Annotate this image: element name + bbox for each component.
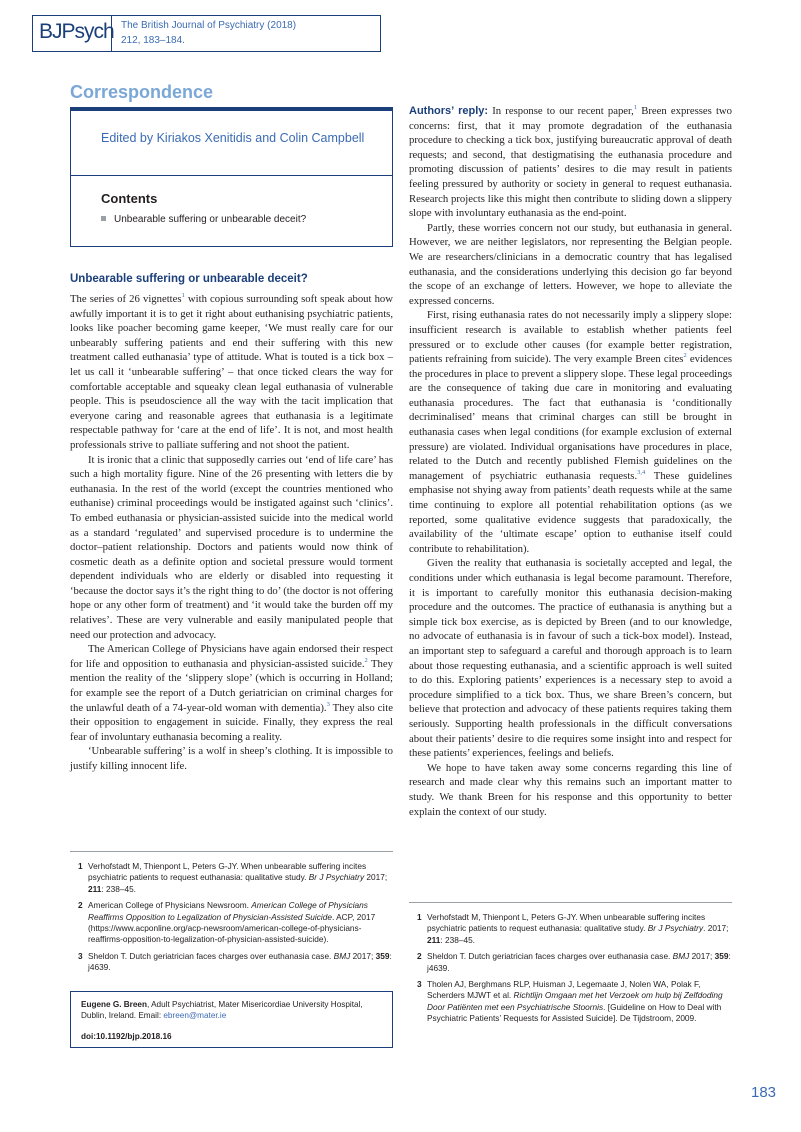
reference-item — [409, 951, 732, 974]
author-affiliation: , Adult Psychiatrist, Mater Misericordiae University Hospital, Dublin, Ireland. Email: — [81, 1000, 363, 1020]
reply-paragraph — [409, 104, 732, 221]
page-number: 183 — [751, 1084, 777, 1101]
author-name: Eugene G. Breen — [81, 1000, 147, 1009]
reference-text: Tholen AJ, Berghmans RLP, Huisman J, Legemaate J, Nolen WA, Polak F, Scherders MJWT et al. Richtlijn Omgaan met het Verzoek om hulp bij Zelfdoding Door Patiënten met een Psychiatrische Stoornis. [Guideline on How to Deal with Psychiatric Patients’ Requests for Assisted Suicide]. De Tijdstroom, 2009. — [427, 979, 723, 1024]
reference-number: 1 — [417, 912, 422, 922]
contents-title: Contents — [101, 191, 158, 206]
section-title: Correspondence — [70, 82, 214, 102]
reference-number: 3 — [417, 979, 422, 990]
reference-number: 2 — [417, 951, 422, 962]
author-box — [70, 991, 393, 1048]
reference-number: 2 — [78, 900, 83, 911]
journal-volume: 212, 183–184. — [121, 35, 185, 46]
author-email-link[interactable]: ebreen@mater.ie — [163, 1011, 227, 1020]
reference-number: 1 — [78, 861, 83, 871]
letter-paragraph: The American College of Physicians have again endorsed their respect for life and opposition to euthanasia and physician-assisted suicide.$^2$ They mention the reality of the ‘slippery slope’ (which is occurring in Holland; for example see the report of a Dutch geriatrician on criminal charges for the unlawful death of a 74-year-old woman with dementia).$^3$ They also cite their opposition to engagement in suicide. Finally, they express the real fear of involuntary euthanasia becoming a reality. — [70, 643, 393, 743]
editors-box — [70, 107, 393, 247]
doi[interactable]: doi:10.1192/bjp.2018.16 — [81, 1032, 172, 1041]
letter-paragraph: It is ironic that a clinic that supposedly carries out ‘end of life care’ has such a high mortality figure. Nine of the 26 presenting with letters die by euthanasia. In the rest of the world (except the countries mentioned who euthanise) criminal proceedings would be instigated against such ‘clinics’. To embed euthanasia or physician-assisted suicide into the medical world as a standard ‘regulated’ and supervised procedure is to undermine the doctor–patient relationship. Doctors and patients would now think of cosmetic death as a definite option and societal pressure would torment dependent individuals who are elderly or disabled into requesting it ‘because the doctor says it’s the right thing to do’ (the doctor is not offering hope or any other form of treatment) and ‘it would take the burden off my relatives’. These are very vulnerable and easily manipulated people that need our protection and advocacy. — [70, 453, 393, 641]
contents-item-label: Unbearable suffering or unbearable deceit? — [114, 214, 307, 225]
journal-title-line — [121, 20, 296, 31]
letter-title: Unbearable suffering or unbearable deceit? — [70, 273, 308, 285]
journal-header — [32, 15, 381, 52]
reference-text: American College of Physicians Newsroom. American College of Physicians Reaffirms Opposition to Legalization of Physician-Assisted Suicide. ACP, 2017 (https://www.acponline.org/acp-newsroom/american-college-of-physicians-reaffirms-opposition-to-legalization-of-physician-assisted-suicide). — [88, 900, 376, 945]
journal-name: The British Journal of Psychiatry — [121, 20, 265, 31]
reference-text: Sheldon T. Dutch geriatrician faces charges over euthanasia case. BMJ 2017; 359: j4639. — [427, 951, 731, 973]
reply-body — [409, 104, 732, 819]
reply-paragraph: Given the reality that euthanasia is societally accepted and legal, the conditions under which euthanasia is legal become paramount. Therefore, it is important to carefully monitor this euthanasia decision-making procedure and the outcomes. The practice of euthanasia is anything but a simple tick box exercise, as is depicted by Breen (and to our knowledge, no advocate of euthanasia is in favour of such a tick-box model). Instead, an important step to safeguard a careful and thorough approach is to learn about those requesting euthanasia, and a scientific approach is well suited to do this. Exploring patients’ experiences is a necessary step to avoid a procedure simplified to a tick box. Thus, we share Breen’s concern, but believe that protection and advocacy of these patients requires taking them seriously. Supporting health professionals in the difficult conversations about their patients’ desire to die requires some insight into and respect for these patients’ experiences, feelings and beliefs. — [409, 557, 732, 760]
author-line — [81, 999, 381, 1021]
bullet-square-icon — [101, 216, 106, 221]
letter-references — [70, 861, 393, 979]
references-divider — [70, 851, 393, 852]
reference-number: 3 — [78, 950, 83, 961]
reference-text: Sheldon T. Dutch geriatrician faces charges over euthanasia case. BMJ 2017; 359: j4639. — [88, 950, 392, 973]
contents-box — [70, 175, 393, 247]
reply-references — [409, 912, 732, 1030]
editors-panel — [70, 111, 393, 177]
contents-item[interactable] — [101, 214, 306, 225]
reference-item — [70, 861, 393, 895]
reference-text: Verhofstadt M, Thienpont L, Peters G-JY. When unbearable suffering incites psychiatric patients to request euthanasia: qualitative study. Br J Psychiatry. 2017; 211: 238–45. — [427, 912, 729, 945]
letter-paragraph: ‘Unbearable suffering’ is a wolf in sheep’s clothing. It is impossible to justify killing innocent life. — [70, 745, 393, 772]
letter-body — [70, 292, 393, 774]
reply-paragraph: First, rising euthanasia rates do not necessarily imply a slippery slope: insufficient research is available to establish whether patients feel pressured or to exclude other causes (for example better registration, patients refraining from suicide). The very example Breen cites$^2$ evidences the procedures in place to prevent a slippery slope. These legal proceedings are the consequence of taking due care in monitoring and evaluating euthanasia procedures. The fact that euthanasia is ‘conditionally decriminalised’ means that criminal charges can still be brought in euthanasia cases when legal conditions (for example exclusion of external pressure) are violated. Individual organisations have procedures in place, related to the Dutch and recently published Flemish guidelines on the management of psychiatric euthanasia requests.$^{3,4}$ These guidelines emphasise not shying away from patients’ death requests while at the same time continuing to explore all potential rehabilitation options (as we reported, some qualitative evidence suggests that paradoxically, the availability of the ‘ultimate escape’ option to euthanise itself could contribute to rehabilitation). — [409, 309, 732, 555]
reply-paragraph: Partly, these worries concern not our study, but euthanasia in general. However, we are neither legislators, nor representing the Belgian people. We are researchers/clinicians in a democratic country that has legalised euthanasia, and the considerations underlying this decision go far beyond the scope of an exchange of letters. However, we hope to alleviate the expressed concerns. — [409, 221, 732, 307]
reply-paragraph: We hope to have taken away some concerns regarding this line of research and made clear why this remains such an important matter to study. We thank Breen for his response and this opportunity to better explain the context of our study. — [409, 761, 732, 818]
reference-text: Verhofstadt M, Thienpont L, Peters G-JY. When unbearable suffering incites psychiatric patients to request euthanasia: qualitative study. Br J Psychiatry 2017; 211: 238–45. — [88, 861, 388, 894]
logo-text: BJPsych — [39, 20, 114, 43]
letter-paragraph: The series of 26 vignettes$^1$ with copious surrounding soft speak about how awfully important it is to get it right about euthanising psychiatric patients, looks like poacher becoming game keeper, ‘We must really care for our unbearably suffering patients and end their suffering with this new treatment called euthanasia’ type of attitude. What is touted is a tick box – let us call it ‘unbearable suffering’ – that once ticked clears the way for comfortable acceptable and squeaky clean legal euthanasia of vulnerable people. This is pseudoscience all the way with the tacit implication that everyone caring and reasonable agrees that euthanasia is a legitimate respectable pathway for ‘care at the end of life’. It is not, and most health professionals strive to palliate suffering and not shoot the patient. — [70, 292, 393, 451]
reference-item — [409, 979, 732, 1025]
reference-item — [70, 951, 393, 974]
reply-first-text: In response to our recent paper,$^1$ Breen expresses two concerns: first, that it may promote degradation of the euthanasia procedure to checking a tick box, justifying bureaucratic approval of death requests; and second, that destigmatising the euthanasia procedure and promoting discussion of patients’ desires to die may result in patients feeling pressured by authority or society in general to request euthanasia. Research projects like this might then contribute to sliding down a slippery slope with involuntary euthanasia as the end-point. — [409, 104, 732, 220]
reference-item — [409, 912, 732, 946]
journal-year: (2018) — [267, 20, 297, 31]
journal-logo — [33, 16, 112, 51]
editors-line: Edited by Kiriakos Xenitidis and Colin Campbell — [101, 131, 365, 145]
reply-lead: Authors’ reply: — [409, 105, 489, 117]
reference-item — [70, 900, 393, 946]
references-divider — [409, 902, 732, 903]
